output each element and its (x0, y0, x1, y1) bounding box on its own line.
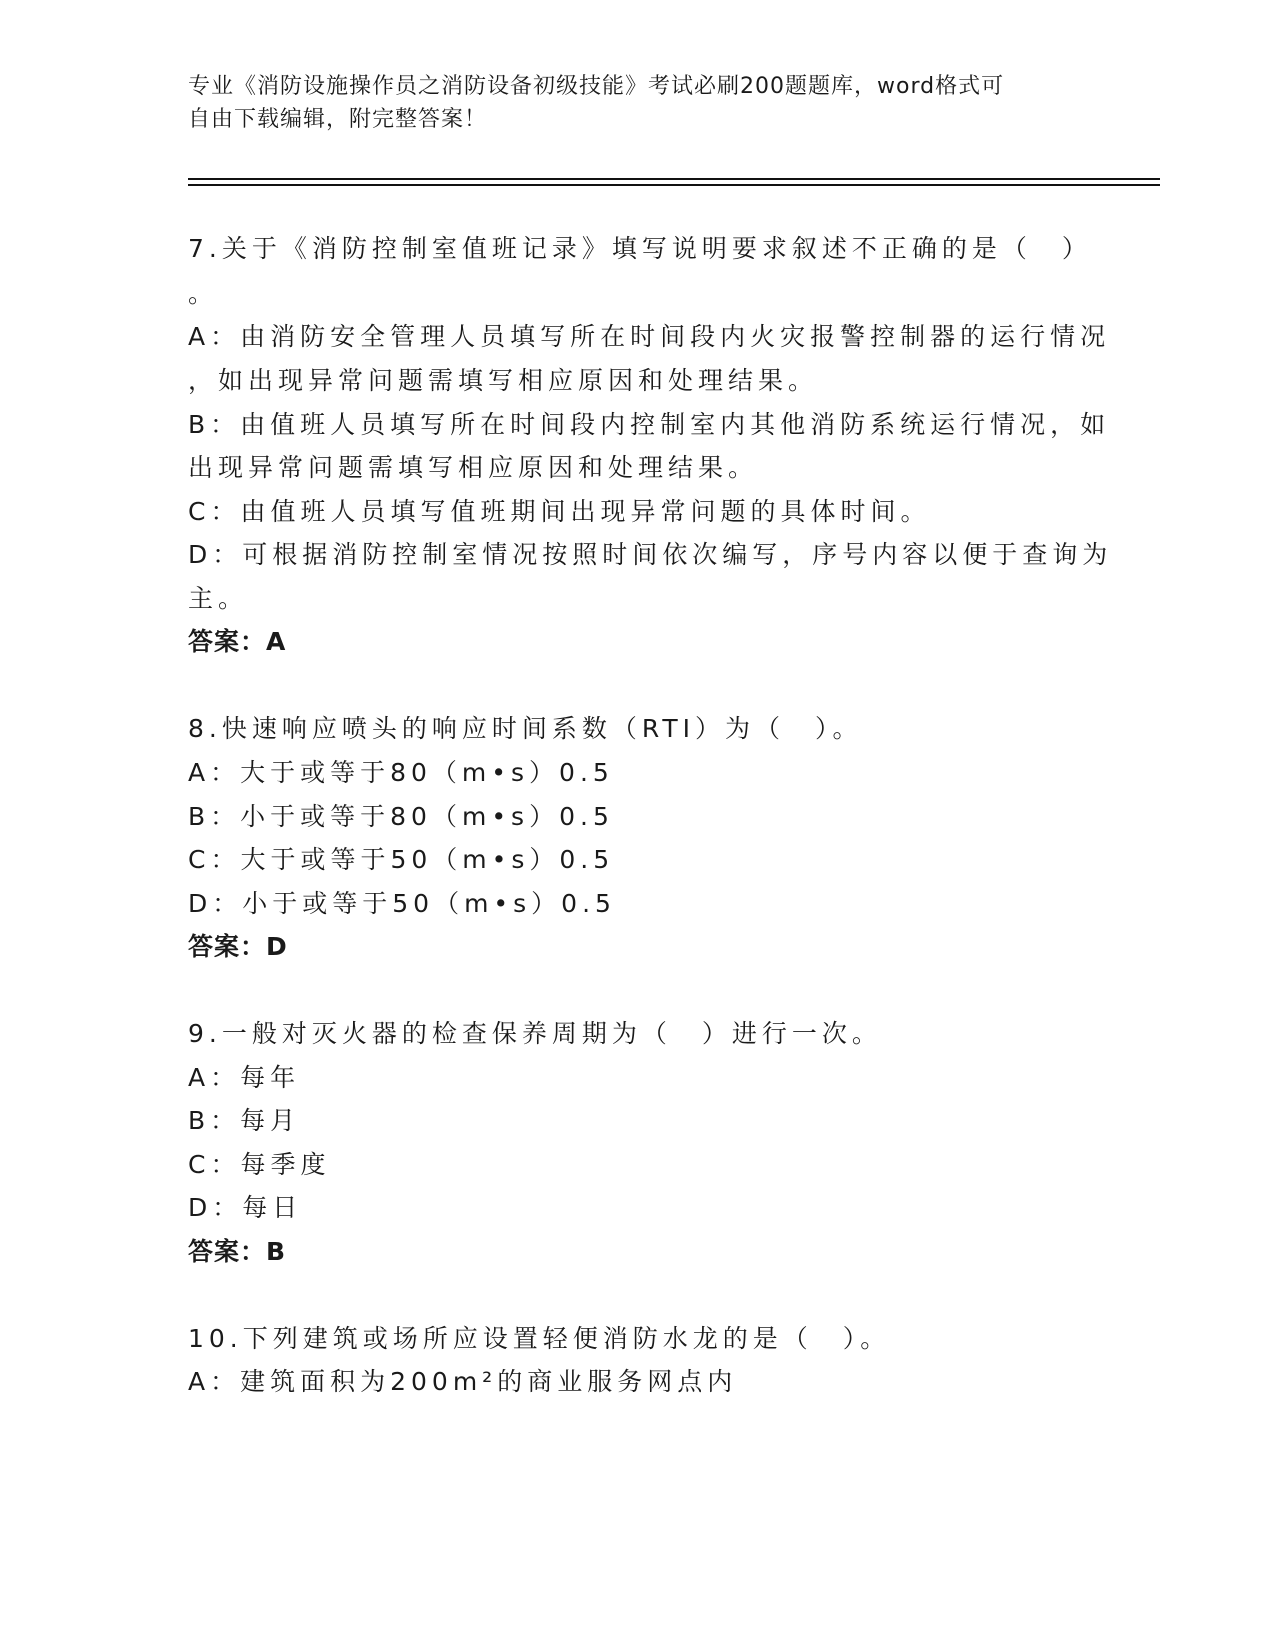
question-9-option-b: B：每月 (188, 1106, 301, 1135)
question-7-option-b-cont: 出现异常问题需填写相应原因和处理结果。 (188, 453, 759, 482)
question-9-option-d: D：每日 (188, 1193, 303, 1222)
question-10-stem: 10.下列建筑或场所应设置轻便消防水龙的是（ ）。 (188, 1324, 891, 1353)
header-divider-double (188, 184, 1160, 186)
question-10-option-a: A：建筑面积为200m²的商业服务网点内 (188, 1367, 738, 1396)
question-8-answer: 答案：D (188, 932, 288, 961)
question-7-option-d-cont: 主。 (188, 584, 249, 613)
question-7-option-c: C：由值班人员填写值班期间出现异常问题的具体时间。 (188, 497, 931, 526)
question-7-option-a: A：由消防安全管理人员填写所在时间段内火灾报警控制器的运行情况 (188, 322, 1111, 351)
question-8-option-c: C：大于或等于50（m•s）0.5 (188, 845, 615, 874)
question-7-stem-cont: 。 (188, 279, 219, 308)
question-9-option-a: A：每年 (188, 1063, 301, 1092)
question-9-answer: 答案：B (188, 1237, 287, 1266)
header-line-2: 自由下载编辑，附完整答案！ (188, 107, 488, 132)
header-divider (188, 178, 1160, 180)
question-8-option-b: B：小于或等于80（m•s）0.5 (188, 802, 614, 831)
question-8-stem: 8.快速响应喷头的响应时间系数（RTI）为（ ）。 (188, 714, 863, 743)
question-7-stem: 7.关于《消防控制室值班记录》填写说明要求叙述不正确的是（ ） (188, 234, 1092, 263)
header-line-1: 专业《消防设施操作员之消防设备初级技能》考试必刷200题题库，word格式可 (188, 74, 1005, 99)
question-8-option-a: A：大于或等于80（m•s）0.5 (188, 758, 614, 787)
document-header (188, 70, 1068, 136)
question-7-option-a-cont: ，如出现异常问题需填写相应原因和处理结果。 (188, 366, 819, 395)
question-7-option-b: B：由值班人员填写所在时间段内控制室内其他消防系统运行情况，如 (188, 410, 1111, 439)
question-8-option-d: D：小于或等于50（m•s）0.5 (188, 889, 616, 918)
question-9-option-c: C：每季度 (188, 1150, 331, 1179)
question-7-option-d: D：可根据消防控制室情况按照时间依次编写，序号内容以便于查询为 (188, 540, 1113, 569)
question-7-answer: 答案：A (188, 627, 287, 656)
question-9-stem: 9.一般对灭火器的检查保养周期为（ ）进行一次。 (188, 1019, 882, 1048)
